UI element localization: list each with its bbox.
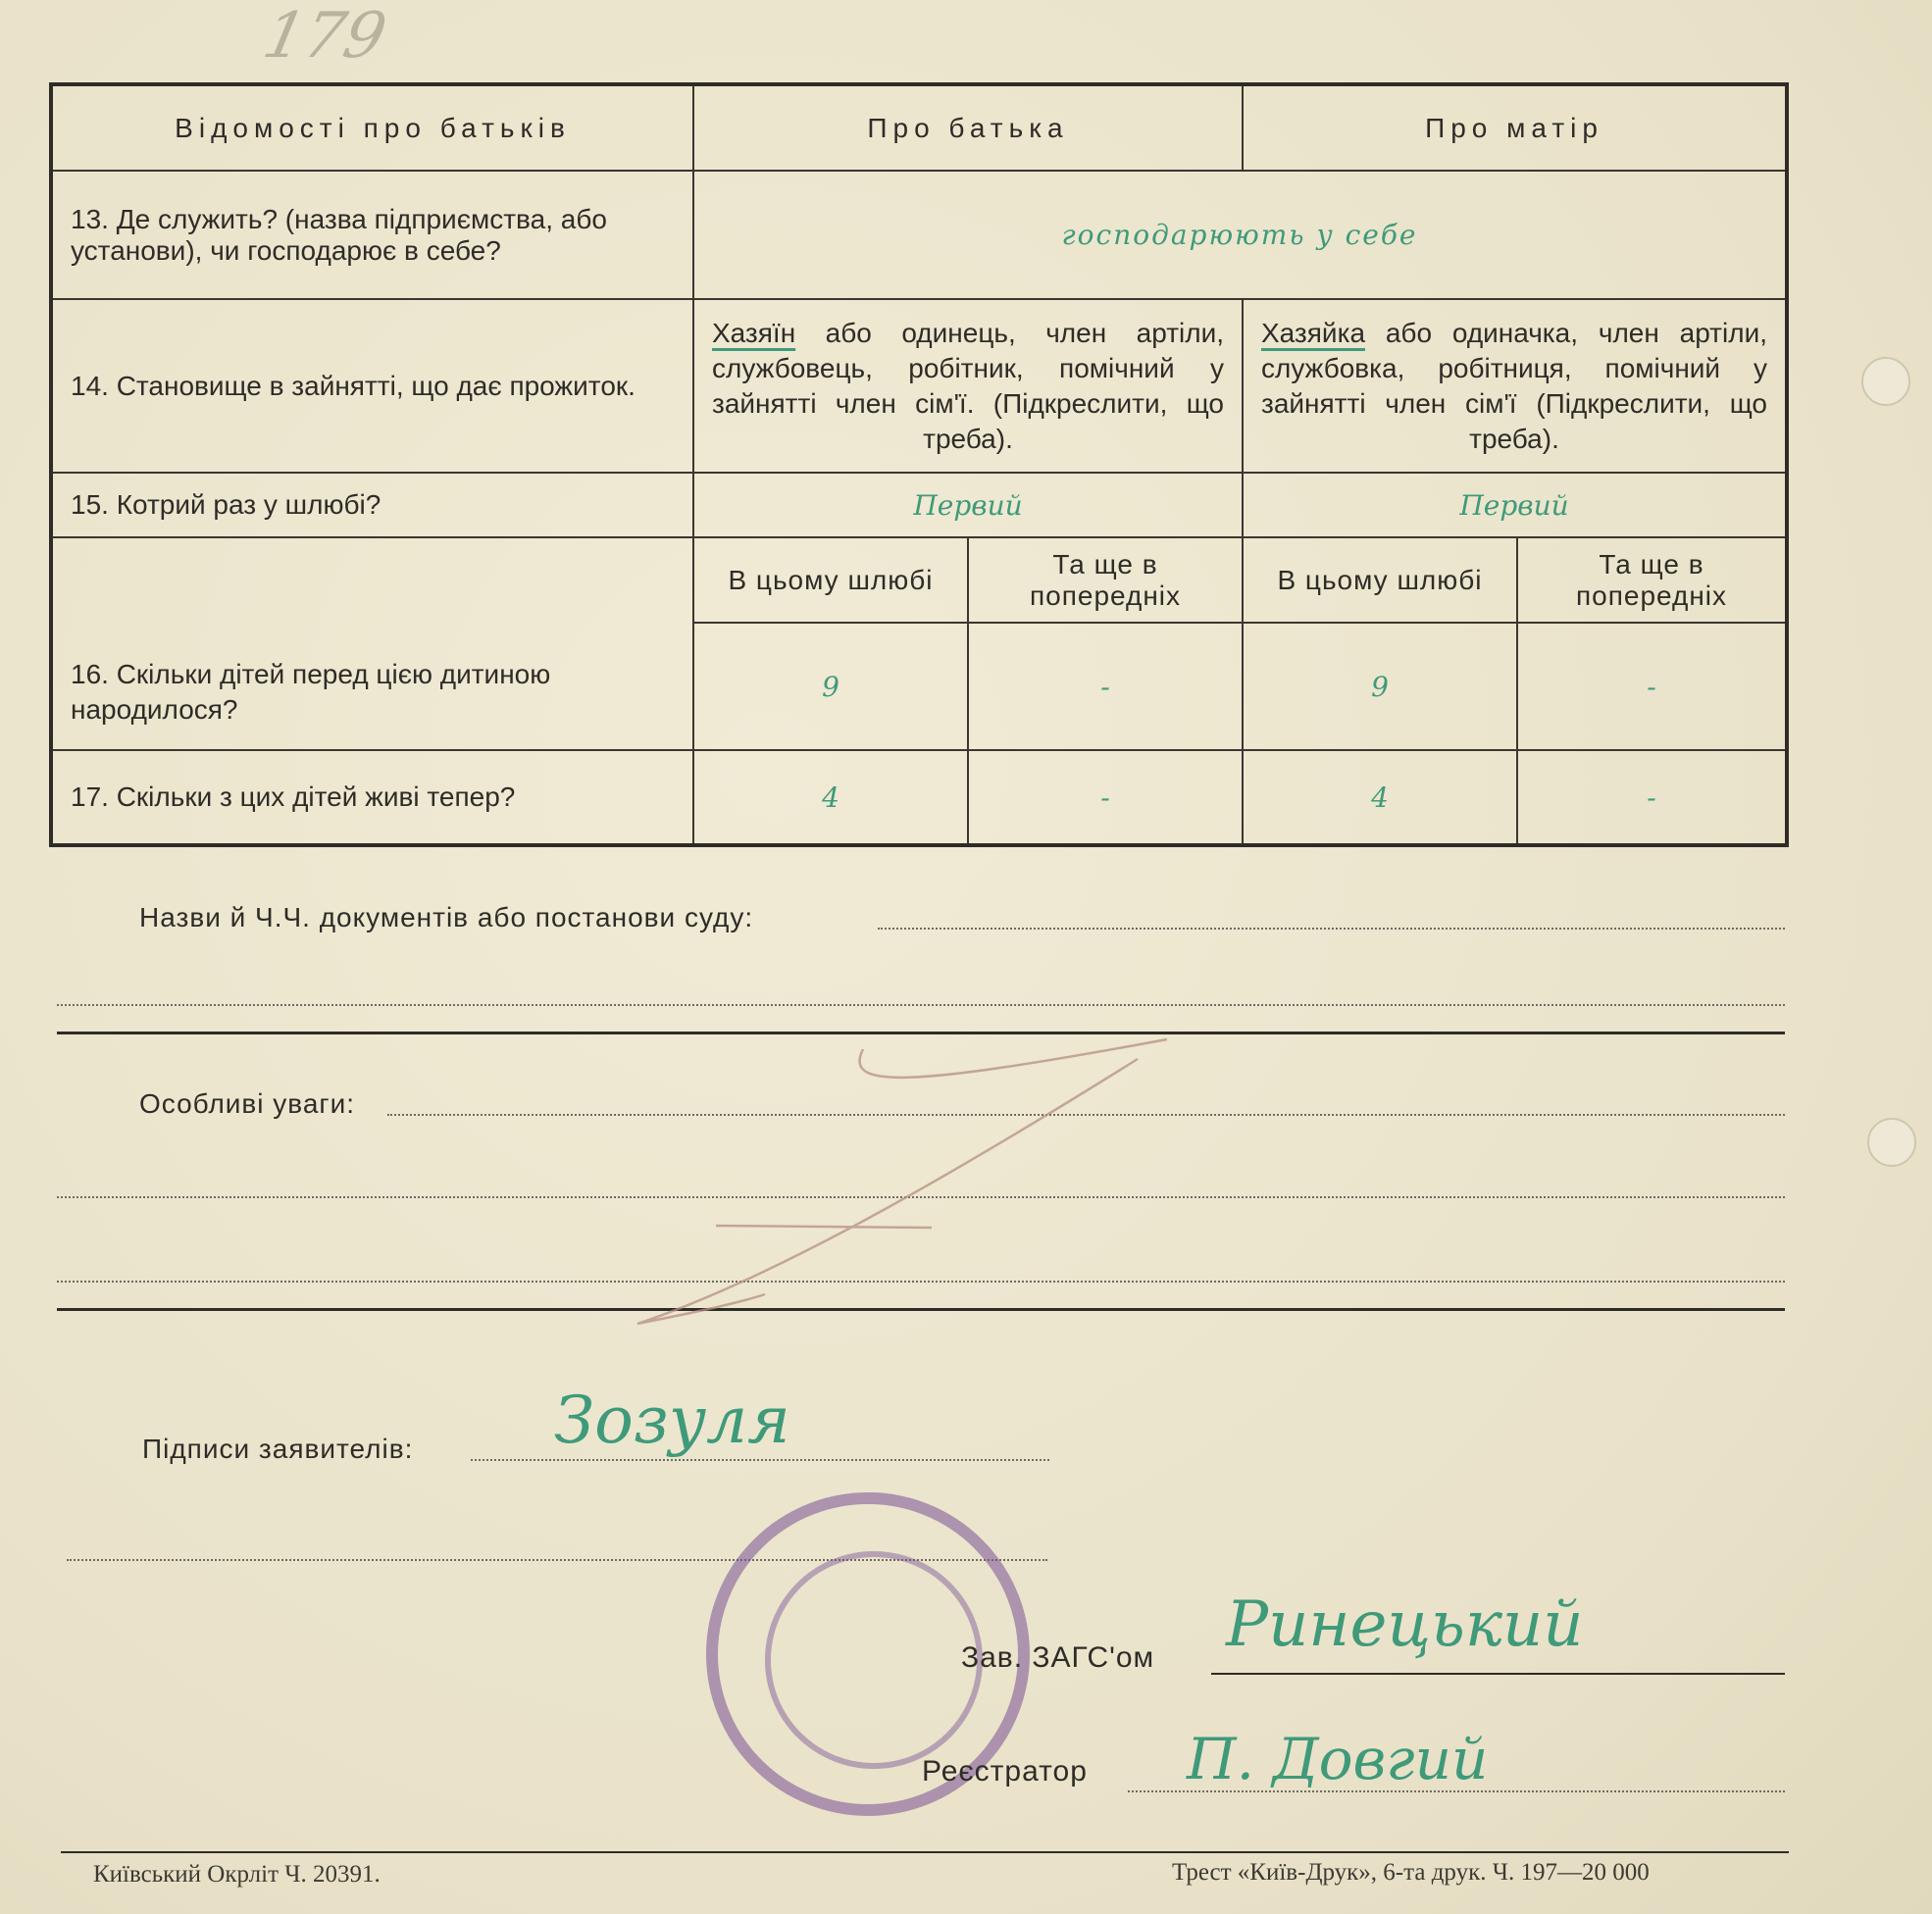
- row16-father-this: 9: [693, 623, 968, 751]
- row15-father: Первий: [693, 473, 1243, 537]
- row17-label: 17. Скільки з цих дітей живі тепер?: [51, 750, 693, 845]
- row15-mother: Первий: [1243, 473, 1787, 537]
- row17-father-prev: -: [968, 750, 1243, 845]
- row14-label: 14. Становище в зайнятті, що дає прожиток.: [51, 299, 693, 473]
- row17-father-this: 4: [693, 750, 968, 845]
- applicant-signature: Зозуля: [554, 1383, 790, 1458]
- applicants-line-1: [471, 1459, 1049, 1461]
- subheader-father-previous: Та ще в попередніх: [968, 537, 1243, 622]
- remarks-label: Особливі уваги:: [139, 1088, 356, 1119]
- header-parents-info: Відомості про батьків: [51, 84, 693, 171]
- binding-hole: [1867, 1118, 1916, 1167]
- footer-divider: [61, 1851, 1789, 1853]
- registrar-signature: П. Довгий: [1187, 1726, 1489, 1792]
- header-mother: Про матір: [1243, 84, 1787, 171]
- row16-label: 16. Скільки дітей перед цією дитиною народилося?: [51, 537, 693, 750]
- row17-mother-this: 4: [1243, 750, 1517, 845]
- row15-label: 15. Котрий раз у шлюбі?: [51, 473, 693, 537]
- footer-right: Трест «Київ-Друк», 6-та друк. Ч. 197—20 000: [1172, 1859, 1650, 1886]
- header-father: Про батька: [693, 84, 1243, 171]
- row14-father-selected: Хазяїн: [712, 317, 796, 348]
- binding-hole: [1861, 357, 1910, 406]
- page-number: 179: [257, 0, 393, 73]
- row16-father-prev: -: [968, 623, 1243, 751]
- row16-mother-this: 9: [1243, 623, 1517, 751]
- row14-mother-selected: Хазяйка: [1261, 317, 1366, 348]
- head-zags-signature: Ринецький: [1226, 1588, 1584, 1661]
- row17-mother-prev: -: [1517, 750, 1787, 845]
- head-zags-label: Зав. ЗАГС'ом: [961, 1641, 1155, 1674]
- subheader-father-this: В цьому шлюбі: [693, 537, 968, 622]
- row14-father-text: або одинець, член артіли, службовець, робітник, помічний у зайнятті член сім'ї. (Підкреслити, що треба).: [712, 317, 1224, 454]
- row13-answer: господарюють у себе: [693, 171, 1787, 299]
- subheader-mother-previous: Та ще в попередніх: [1517, 537, 1787, 622]
- applicants-signatures-label: Підписи заявителів:: [142, 1434, 414, 1464]
- subheader-mother-this: В цьому шлюбі: [1243, 537, 1517, 622]
- registrar-label: Реєстратор: [922, 1755, 1088, 1788]
- row13-label: 13. Де служить? (назва підприємства, або установи), чи господарює в себе?: [51, 171, 693, 299]
- head-zags-line: [1211, 1673, 1785, 1675]
- footer-left: Київський Окрліт Ч. 20391.: [93, 1861, 381, 1888]
- documents-label: Назви й Ч.Ч. документів або постанови суду:: [139, 902, 754, 932]
- row14-mother-text: або одиначка, член артіли, службовка, робітниця, помічний у зайнятті член сім'ї (Підкреслити, що треба).: [1261, 317, 1767, 454]
- row16-mother-prev: -: [1517, 623, 1787, 751]
